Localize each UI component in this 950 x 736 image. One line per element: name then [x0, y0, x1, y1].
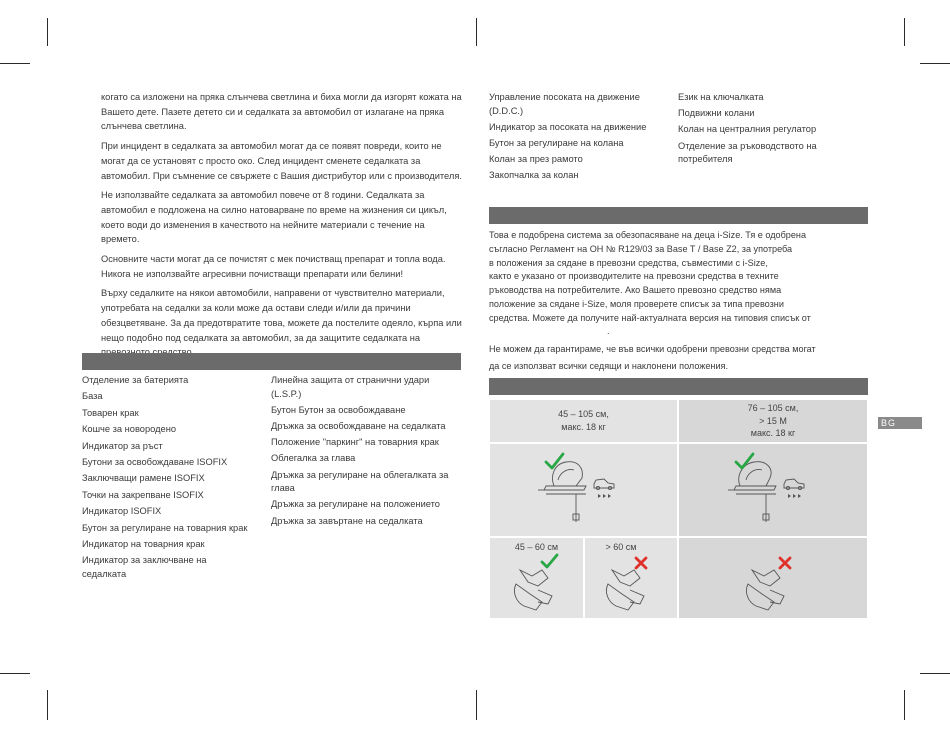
cell-text: > 15 М: [759, 415, 787, 426]
text-line: Това е подобрена система за обезопасяване на деца i-Size. Тя е одобрена: [489, 230, 807, 240]
paragraph: Не използвайте седалката за автомобил повече от 8 години. Седалката за автомобил е подложена на силно натоварване по време на жизнения си цикъл, което води до изменения в качеството на нейните материали с течение на времето.: [101, 190, 447, 245]
cell-text: 76 – 105 см,: [747, 403, 799, 413]
seat-forward-cross-icon: [740, 556, 800, 616]
list-item: Закопчалка за колан: [489, 170, 579, 181]
crop-mark: [47, 690, 48, 720]
list-item: Индикатор за посоката на движение: [489, 121, 647, 132]
crop-mark: [476, 18, 477, 46]
list-item: Кошче за новородено: [82, 424, 177, 435]
crop-mark: [920, 63, 950, 64]
cell-text: макс. 18 кг: [750, 428, 796, 438]
cross-icon: [636, 558, 646, 568]
list-item: Дръжка за регулиране на положението: [271, 499, 440, 510]
list-item: Индикатор на товарния крак: [82, 538, 205, 549]
sub-left: 45 – 60 см: [514, 542, 559, 552]
left-text-block: [101, 90, 463, 365]
seat-small-check-icon: [508, 556, 568, 616]
car-icon: [594, 479, 614, 490]
crop-mark: [476, 690, 477, 720]
list-item: Точки на закрепване ISOFIX: [82, 489, 204, 500]
list-item: Индикатор за заключване на седалката: [82, 555, 207, 579]
text-line: както е указано от производителите на превозни средства в техните: [489, 271, 779, 282]
list-item: Управление посоката на движение (D.D.C.): [489, 92, 640, 116]
text-line: .: [607, 325, 610, 336]
list-item: Бутон Бутон за освобождаване: [271, 404, 406, 415]
cell-text: 45 – 105 см,: [558, 409, 609, 419]
check-icon: [542, 555, 557, 567]
paragraph: когато са изложени на пряка слънчева светлина и биха могли да изгорят кожата на Вашето дете. Пазете детето си и седалката за автомобил от излагане на пряка слънчева светлина.: [101, 92, 462, 132]
cross-icon: [780, 558, 790, 568]
parts-list-col4: [678, 91, 868, 169]
list-item: Подвижни колани: [678, 108, 755, 119]
seat-base-rear-icon: [536, 450, 646, 530]
list-item: Заключващи рамене ISOFIX: [82, 473, 205, 484]
paragraph: Основните части могат да се почистят с мек почистващ препарат и топла вода. Никога не използвайте агресивни почистващи препарати или белини!: [101, 254, 446, 279]
list-item: Бутони за освобождаване ISOFIX: [82, 456, 228, 467]
crop-mark: [0, 673, 30, 674]
sub-mid: > 60 см: [605, 542, 637, 552]
seat-base-forward-icon: [726, 450, 836, 530]
text-line: средства. Можете да получите най-актуалната версия на типовия списък от: [489, 312, 811, 323]
list-item: База: [82, 391, 103, 402]
list-item: Отделение за батерията: [82, 375, 189, 385]
text-line: ръководства на потребителите. Ако Вашето превозно средство няма: [489, 285, 782, 296]
language-badge: BG: [878, 417, 922, 429]
text-line: Не можем да гарантираме, че във всички одобрени превозни средства могат: [489, 343, 816, 354]
list-item: Дръжка за освобождаване на седалката: [271, 420, 446, 431]
list-item: Език на ключалката: [678, 92, 764, 102]
list-item: Дръжка за завъртане на седалката: [271, 515, 423, 526]
text-line: положение за сядане i-Size, моля проверете списък за типа превозни: [489, 298, 784, 309]
header-left: [490, 408, 677, 433]
crop-mark: [904, 18, 905, 46]
parts-list-col1: [82, 374, 252, 584]
paragraph: Върху седалките на някои автомобили, направени от чувствително материали, употребата на седалки за коли може да остави следи и/или да причини обезцветяване. За да предотвратите това, можете да постелите одеяло, кърпа или нещо подобно под седалката за автомобил, за да защитите седалката на: [101, 288, 462, 343]
list-item: Товарен крак: [82, 407, 139, 418]
list-item: Отделение за ръководството на потребителя: [678, 140, 817, 165]
list-item: Облегалка за глава: [271, 453, 356, 464]
list-item: Положение "паркинг" на товарния крак: [271, 437, 439, 448]
list-item: Бутон за регулиране на колана: [489, 137, 624, 148]
parts-list-col3: [489, 91, 664, 186]
text-line: в положения за сядане в превозни средства, съвместими с i-Size,: [489, 257, 768, 268]
text-line: съгласно Регламент на ОН № R129/03 за Base T / Base Z2, за употреба: [489, 243, 793, 254]
list-item: Линейна защита от странични удари (L.S.P.): [271, 375, 430, 399]
check-icon: [736, 454, 753, 468]
crop-mark: [920, 673, 950, 674]
section-header-bar: [489, 207, 868, 224]
compatibility-table: [488, 398, 868, 618]
crop-mark: [0, 63, 30, 64]
cell-text: макс. 18 кг: [561, 421, 606, 432]
list-item: Бутон за регулиране на товарния крак: [82, 522, 248, 533]
car-icon: [784, 479, 804, 490]
section-header-bar: [82, 353, 461, 370]
list-item: Колан на централния регулатор: [678, 124, 817, 135]
header-right: [679, 402, 867, 440]
list-item: Колан за през рамото: [489, 154, 583, 165]
check-icon: [546, 454, 563, 468]
section-header-bar: [489, 378, 868, 395]
list-item: Индикатор за ръст: [82, 440, 163, 451]
paragraph: При инцидент в седалката за автомобил могат да се появят повреди, които не могат да се установят с просто око. След инцидент сменете седалката за автомобил. При съмнение се свържете с Вашия дистрибутор или с производителя.: [101, 141, 462, 181]
parts-list-col2: [271, 374, 461, 531]
isize-text-block: [489, 229, 869, 375]
list-item: Индикатор ISOFIX: [82, 506, 162, 517]
text-line: да се използват всички седящи и наклонени положения.: [489, 360, 728, 371]
crop-mark: [904, 690, 905, 720]
list-item: Дръжка за регулиране на облегалката за глава: [271, 469, 449, 494]
seat-small-cross-icon: [600, 556, 660, 616]
crop-mark: [47, 18, 48, 46]
